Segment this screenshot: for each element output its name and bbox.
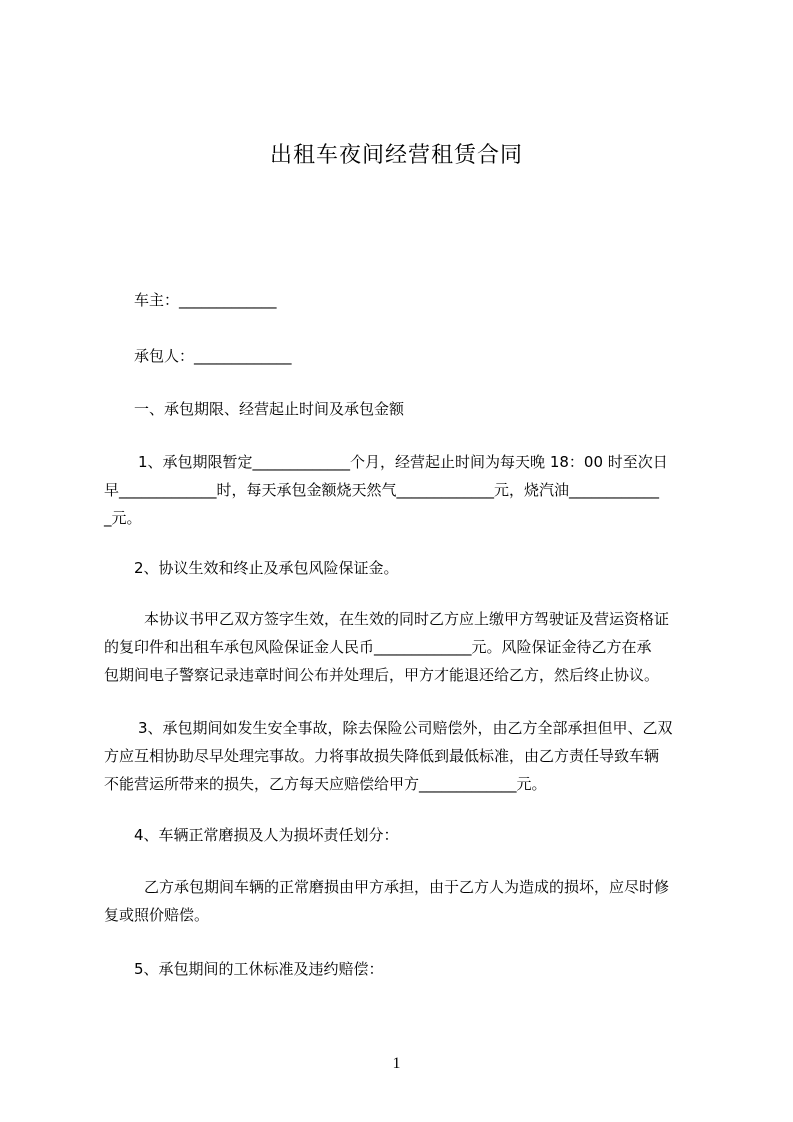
clause4-line: 乙方承包期间车辆的正常磨损由甲方承担，由于乙方人为造成的损坏，应尽时修 [144, 878, 670, 896]
clause3 [104, 714, 699, 798]
clause5-heading [104, 955, 699, 983]
clause4-line: 复或照价赔偿。 [104, 906, 210, 924]
clause1 [104, 448, 699, 532]
clause2-line: 包期间电子警察记录违章时间公布并处理后，甲方才能退还给乙方，然后终止协议。 [104, 666, 660, 684]
section1-heading [104, 395, 699, 423]
contractor-line [104, 342, 699, 370]
clause5-heading-text: 5、承包期间的工休标准及违约赔偿： [134, 960, 384, 978]
clause2-heading [104, 554, 699, 582]
clause2-body [104, 605, 699, 689]
clause2-line: 本协议书甲乙双方签字生效，在生效的同时乙方应上缴甲方驾驶证及营运资格证 [144, 610, 670, 628]
page-number: 1 [392, 1055, 401, 1072]
section1-heading-text: 一、承包期限、经营起止时间及承包金额 [134, 400, 405, 418]
clause2-heading-text: 2、协议生效和终止及承包风险保证金。 [134, 559, 399, 577]
clause1-line: 1、承包期限暂定_____________个月，经营起止时间为每天晚 18：00 时至次日 [138, 453, 668, 471]
clause4-heading [104, 821, 699, 849]
owner-label: 车主：_____________ [134, 291, 277, 309]
clause3-line: 3、承包期间如发生安全事故，除去保险公司赔偿外，由乙方全部承担但甲、乙双 [138, 719, 673, 737]
contractor-label: 承包人：_____________ [134, 347, 292, 365]
document-title: 出租车夜间经营租赁合同 [269, 143, 523, 168]
clause1-line: 早_____________时，每天承包金额烧天然气_____________元，烧汽油____________ [104, 481, 660, 499]
clause3-line: 方应互相协助尽早处理完事故。力将事故损失降低到最低标准，由乙方责任导致车辆 [104, 747, 660, 765]
clause4-body [104, 873, 699, 929]
owner-line [104, 286, 699, 314]
clause1-line: _元。 [104, 509, 142, 527]
clause4-heading-text: 4、车辆正常磨损及人为损坏责任划分： [134, 826, 399, 844]
clause3-line: 不能营运所带来的损失，乙方每天应赔偿给甲方_____________元。 [104, 775, 547, 793]
clause2-line: 的复印件和出租车承包风险保证金人民币_____________元。风险保证金待乙方在承 [104, 638, 652, 656]
